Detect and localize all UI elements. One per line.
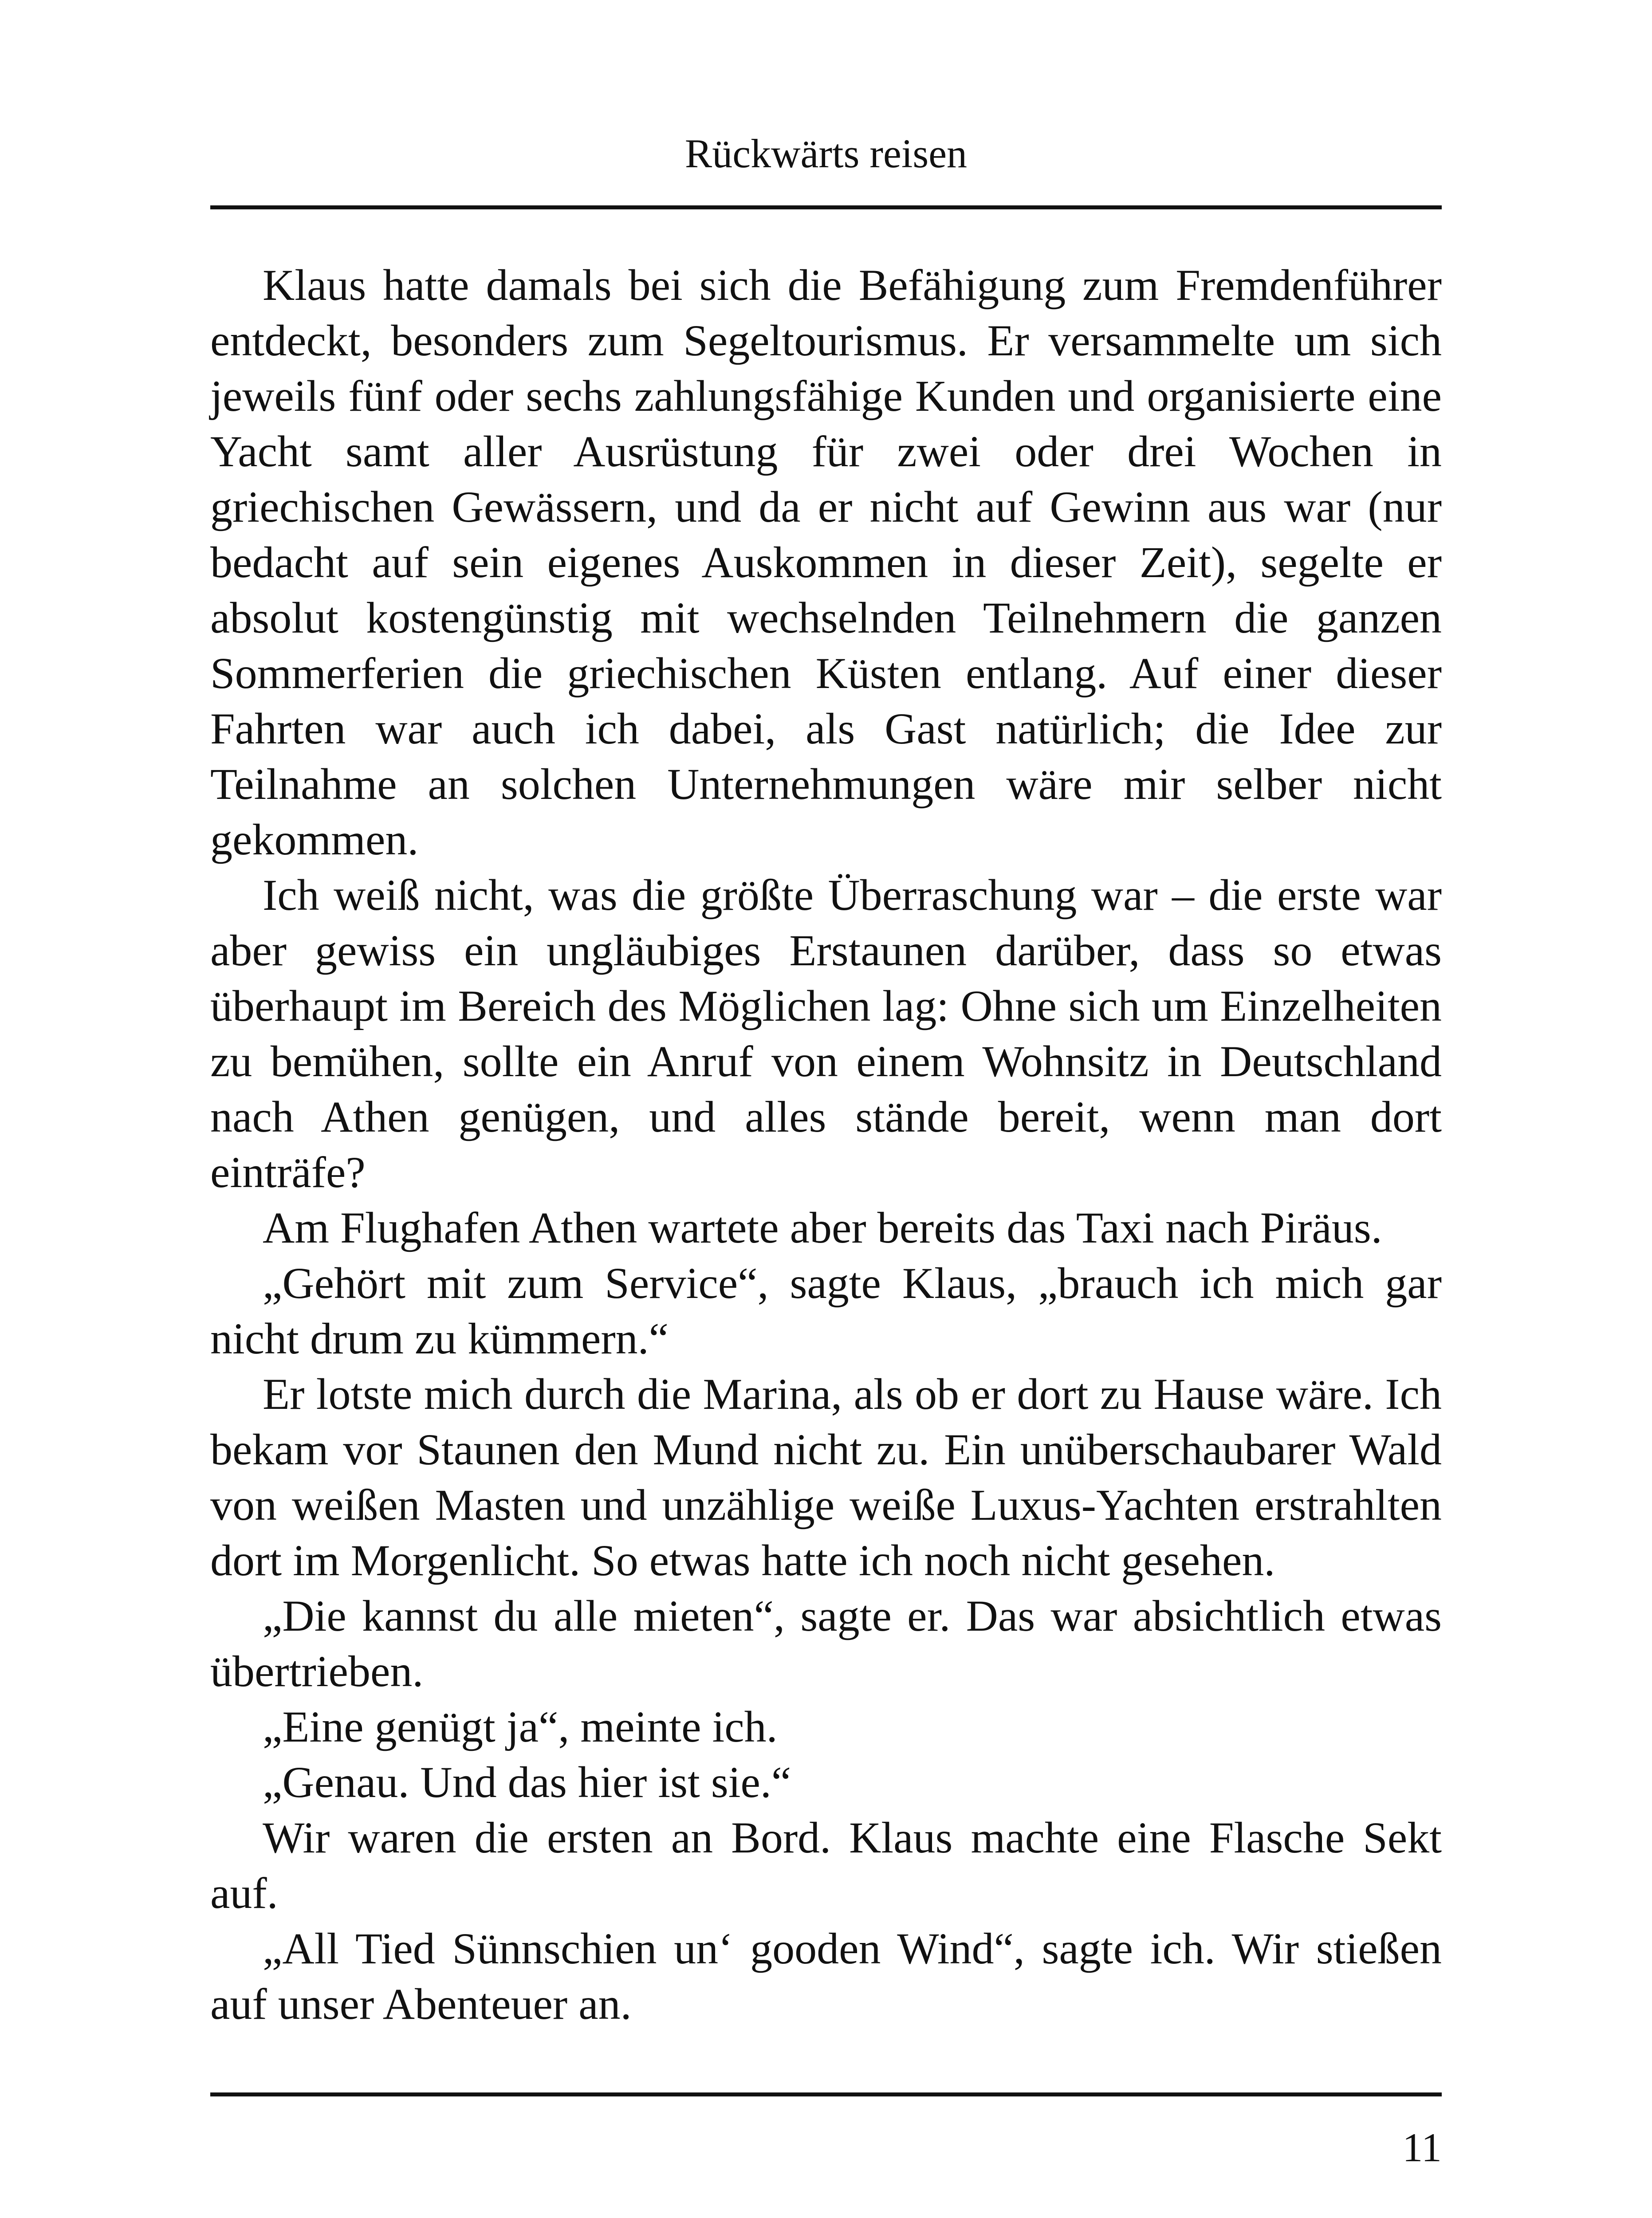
paragraph: „Genau. Und das hier ist sie.“ — [263, 1758, 791, 1807]
paragraph: Am Flughafen Athen wartete aber bereits das Taxi nach Piräus. — [263, 1203, 1382, 1252]
running-title: Rückwärts reisen — [684, 131, 968, 176]
body-text — [210, 257, 1442, 2032]
paragraph: „Eine genügt ja“, meinte ich. — [263, 1702, 778, 1751]
paragraph: Klaus hatte damals bei sich die Befähigung zum Fremdenführer entdeckt, besonders zum Segeltourismus. Er versammelte um sich jeweils fünf oder sechs zahlungsfähige Kunden und organisierte eine Yacht samt aller Ausrüstung für zwei oder drei Wochen in griechischen Gewässern, und da er nicht auf Gewinn aus war (nur bedacht auf sein eigenes Auskommen in dieser Zeit), segelte er absolut kostengünstig mit wechselnden Teilnehmern die ganzen Sommerferien die griechischen Küsten entlang. Auf einer dieser Fahrten war auch ich dabei, als Gast natürlich; die Idee zur Teilnahme an solchen Unternehmungen wäre mir selber nicht gekommen. — [210, 260, 1442, 864]
paragraph: „Die kannst du alle mieten“, sagte er. Das war absichtlich etwas übertrieben. — [210, 1591, 1442, 1696]
paragraph: Er lotste mich durch die Marina, als ob er dort zu Hause wäre. Ich bekam vor Staunen den Mund nicht zu. Ein unüberschaubarer Wald von weißen Masten und unzählige weiße Luxus-Yachten erstrahlten dort im Morgenlicht. So etwas hatte ich noch nicht gesehen. — [210, 1369, 1442, 1585]
paragraph: „All Tied Sünnschien un‘ gooden Wind“, sagte ich. Wir stießen auf unser Abenteuer an. — [210, 1924, 1442, 2029]
footer-rule — [210, 2092, 1442, 2096]
paragraph: Wir waren die ersten an Bord. Klaus machte eine Flasche Sekt auf. — [210, 1813, 1442, 1918]
page-number: 11 — [1402, 2125, 1442, 2170]
paragraph: Ich weiß nicht, was die größte Überraschung war – die erste war aber gewiss ein ungläubiges Erstaunen darüber, dass so etwas überhaupt im Bereich des Möglichen lag: Ohne sich um Einzelheiten zu bemühen, sollte ein Anruf von einem Wohnsitz in Deutschland nach Athen genügen, und alles stände bereit, wenn man dort einträfe? — [210, 870, 1442, 1197]
header-rule — [210, 205, 1442, 209]
paragraph: „Gehört mit zum Service“, sagte Klaus, „brauch ich mich gar nicht drum zu kümmern.“ — [210, 1258, 1442, 1363]
